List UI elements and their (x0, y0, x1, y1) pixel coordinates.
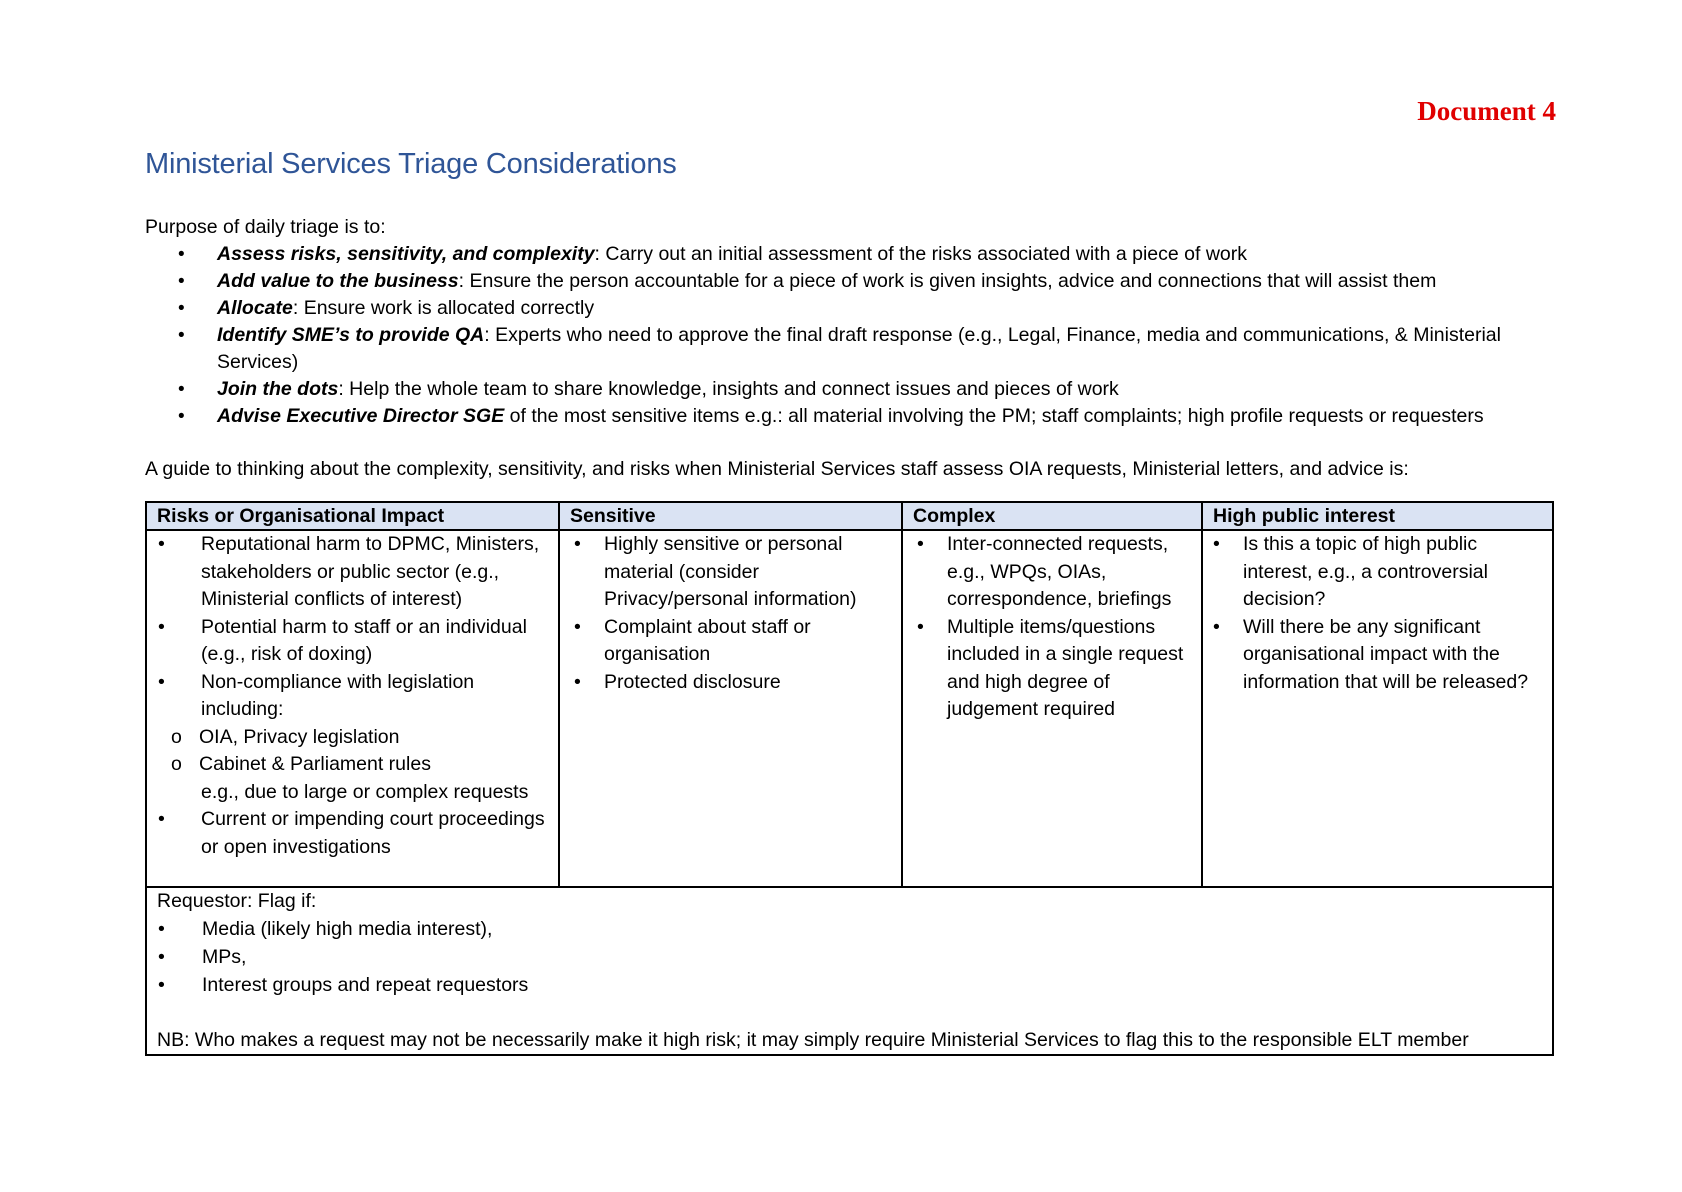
purpose-item-heading: Allocate (217, 297, 293, 319)
list-item-text: Interest groups and repeat requestors (202, 973, 529, 996)
bullet-icon: • (158, 808, 165, 830)
list-item-text: Inter-connected requests, e.g., WPQs, OIAs, correspondence, briefings (947, 533, 1172, 610)
purpose-item-text: of the most sensitive items e.g.: all material involving the PM; staff complaints; high profile requests or requesters (504, 405, 1484, 427)
sensitive-list (570, 531, 895, 696)
requestor-note: NB: Who makes a request may not be necessarily make it high risk; it may simply require Ministerial Services to flag this to the responsible ELT member (157, 1028, 1469, 1051)
bullet-icon: • (574, 615, 581, 638)
triage-table (145, 501, 1554, 1056)
list-item (570, 614, 895, 669)
risks-list-last (157, 806, 552, 861)
purpose-item-heading: Add value to the business (217, 270, 459, 292)
purpose-item-heading: Assess risks, sensitivity, and complexity (217, 243, 595, 265)
bullet-icon: • (178, 271, 185, 292)
table-row (146, 530, 1553, 887)
risks-sublist (157, 724, 552, 779)
purpose-item (145, 295, 1565, 322)
list-item (157, 531, 552, 614)
purpose-item-text: : Carry out an initial assessment of the risks associated with a piece of work (594, 243, 1247, 265)
bullet-icon: • (574, 533, 581, 555)
purpose-item-heading: Advise Executive Director SGE (217, 405, 505, 427)
bullet-icon: • (158, 945, 165, 968)
purpose-item (145, 268, 1565, 295)
bullet-icon: • (1213, 533, 1220, 555)
purpose-item (145, 322, 1565, 376)
purpose-item-text: : Experts who need to approve the final draft response (e.g., Legal, Finance, media and communications, & Ministerial Services) (217, 324, 1501, 373)
list-item (157, 916, 1546, 944)
list-item (157, 944, 1546, 972)
list-item (157, 972, 1546, 1000)
sensitive-cell (559, 530, 902, 887)
purpose-intro: Purpose of daily triage is to: (145, 216, 386, 238)
list-item-text: Is this a topic of high public interest, e.g., a controversial decision? (1243, 533, 1488, 610)
list-item-text: MPs, (202, 945, 247, 968)
circle-bullet-icon: o (171, 753, 182, 775)
list-item-text: Highly sensitive or personal material (consider Privacy/personal information) (604, 533, 857, 610)
list-item (1213, 531, 1546, 614)
bullet-icon: • (158, 533, 165, 555)
risks-cell (146, 530, 559, 887)
purpose-item (145, 241, 1565, 268)
sub-list-item-text: OIA, Privacy legislation (199, 725, 400, 748)
bullet-icon: • (1213, 615, 1220, 638)
list-item (157, 614, 552, 669)
sub-list-item (157, 724, 552, 752)
bullet-icon: • (917, 533, 924, 555)
purpose-item (145, 403, 1565, 430)
bullet-icon: • (178, 379, 185, 400)
list-item-text: Current or impending court proceedings or open investigations (201, 808, 545, 858)
requestor-list (157, 916, 1546, 1000)
bullet-icon: • (178, 298, 185, 319)
circle-bullet-icon: o (171, 725, 182, 748)
document-label: Document 4 (1417, 96, 1556, 126)
bullet-icon: • (917, 615, 924, 638)
list-item-text: Media (likely high media interest), (202, 917, 493, 940)
public-interest-list (1213, 531, 1546, 696)
requestor-row (146, 887, 1553, 1055)
bullet-icon: • (178, 406, 185, 427)
bullet-icon: • (158, 973, 165, 996)
list-item-text: Potential harm to staff or an individual (e.g., risk of doxing) (201, 615, 527, 665)
sub-list-item-text: Cabinet & Parliament rules (199, 753, 431, 775)
list-item (157, 806, 552, 861)
complex-cell (902, 530, 1202, 887)
list-item-text: Protected disclosure (604, 670, 781, 693)
table-header-row (146, 502, 1553, 530)
bullet-icon: • (158, 615, 165, 638)
bullet-icon: • (158, 670, 165, 693)
risks-list (157, 531, 552, 724)
purpose-item (145, 376, 1565, 403)
guide-text: A guide to thinking about the complexity, sensitivity, and risks when Ministerial Services staff assess OIA requests, Ministerial letters, and advice is: (145, 458, 1409, 480)
purpose-section (145, 214, 1565, 430)
bullet-icon: • (178, 244, 185, 265)
page-title: Ministerial Services Triage Considerations (145, 148, 677, 180)
list-item (570, 669, 895, 697)
purpose-item-heading: Identify SME’s to provide QA (217, 324, 485, 346)
list-item-text: Will there be any significant organisational impact with the information that will be released? (1243, 615, 1529, 693)
purpose-item-text: : Ensure the person accountable for a piece of work is given insights, advice and connections that will assist them (458, 270, 1437, 292)
sub-list-item (157, 751, 552, 779)
list-item (1213, 614, 1546, 697)
list-item-text: Non-compliance with legislation including: (201, 670, 475, 720)
header-public-interest: High public interest (1202, 502, 1553, 530)
risks-continuation: e.g., due to large or complex requests (201, 780, 529, 803)
bullet-icon: • (158, 917, 165, 940)
bullet-icon: • (574, 670, 581, 693)
header-risks: Risks or Organisational Impact (146, 502, 559, 530)
bullet-icon: • (178, 325, 185, 346)
requestor-cell (146, 887, 1553, 1055)
purpose-item-text: : Ensure work is allocated correctly (292, 297, 595, 319)
purpose-list (145, 241, 1565, 430)
list-item-text: Complaint about staff or organisation (604, 615, 811, 665)
list-item-text: Reputational harm to DPMC, Ministers, stakeholders or public sector (e.g., Ministerial conflicts of interest) (201, 533, 540, 610)
list-item (570, 531, 895, 614)
list-item (913, 614, 1195, 724)
purpose-item-heading: Join the dots (217, 378, 339, 400)
header-complex: Complex (902, 502, 1202, 530)
complex-list (913, 531, 1195, 724)
public-interest-cell (1202, 530, 1553, 887)
list-item-text: Multiple items/questions included in a single request and high degree of judgement required (947, 615, 1184, 720)
list-item (157, 669, 552, 724)
requestor-heading: Requestor: Flag if: (157, 890, 317, 912)
purpose-item-text: : Help the whole team to share knowledge, insights and connect issues and pieces of work (338, 378, 1119, 400)
header-sensitive: Sensitive (559, 502, 902, 530)
list-item (913, 531, 1195, 614)
